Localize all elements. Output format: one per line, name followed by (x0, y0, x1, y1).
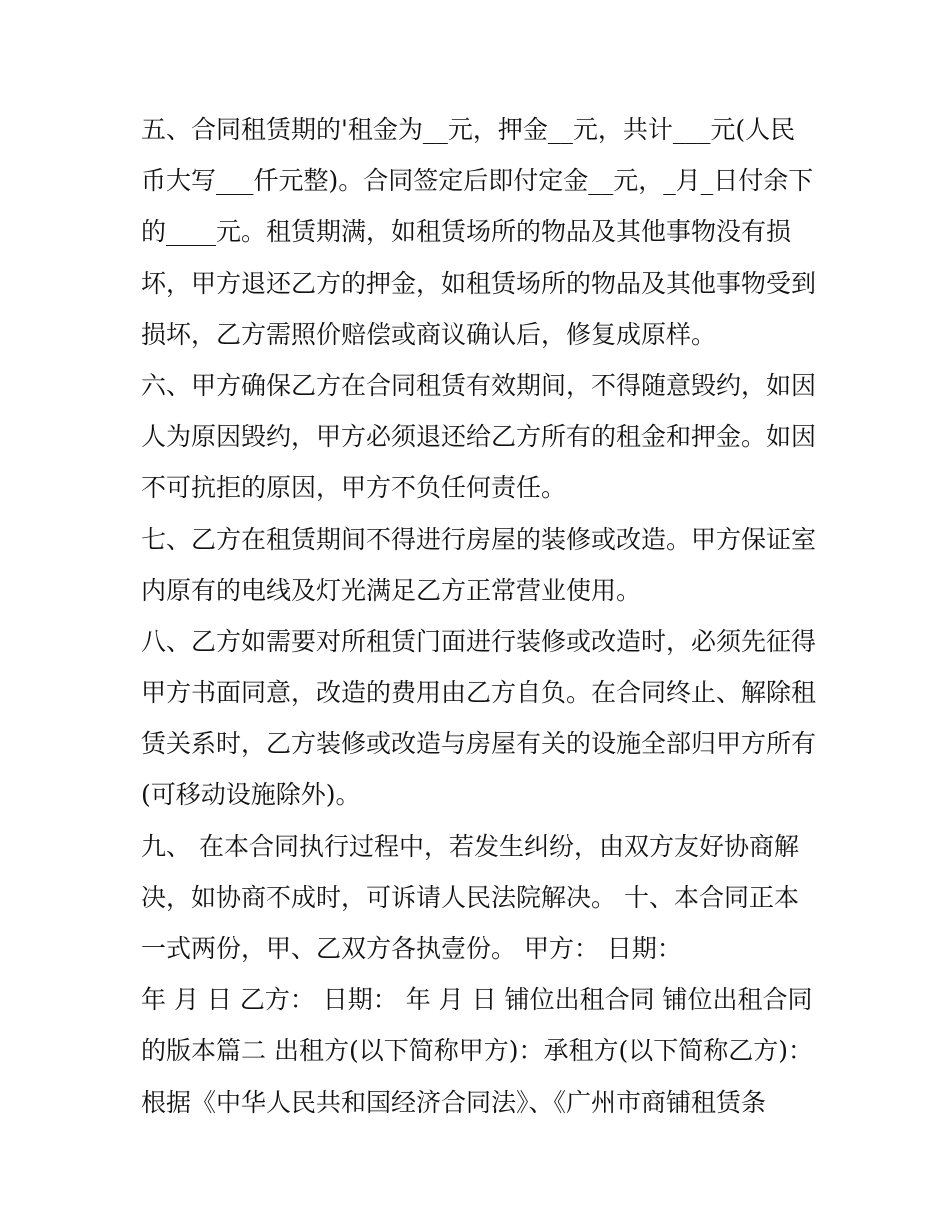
text-line: 甲方书面同意，改造的费用由乙方自负。在合同终止、解除租 (141, 678, 817, 708)
text-line: 一式两份，甲、乙双方各执壹份。 甲方： 日期： (141, 934, 682, 963)
text-line: 六、甲方确保乙方在合同租赁有效期间，不得随意毁约，如因 (141, 370, 817, 400)
contract-text (141, 104, 821, 1128)
text-line: 根据《中华人民共和国经济合同法》、《广州市商铺租赁条 (141, 1087, 767, 1117)
text-line: 九、 在本合同执行过程中，若发生纠纷，由双方友好协商解 (141, 831, 799, 861)
text-line: 币大写___仟元整)。合同签定后即付定金__元，_月_日付余下 (141, 166, 814, 196)
text-line: 坏，甲方退还乙方的押金，如租赁场所的物品及其他事物受到 (141, 268, 817, 298)
text-line: 的版本篇二 出租方(以下简称甲方)：承租方(以下简称乙方)： (141, 1036, 813, 1066)
text-line: 不可抗拒的原因，甲方不负任何责任。 (141, 473, 567, 503)
text-line: 八、乙方如需要对所租赁门面进行装修或改造时，必须先征得 (141, 626, 817, 656)
text-line: 人为原因毁约，甲方必须退还给乙方所有的租金和押金。如因 (141, 422, 817, 452)
text-line: 七、乙方在租赁期间不得进行房屋的装修或改造。甲方保证室 (141, 524, 817, 554)
text-line: 损坏，乙方需照价赔偿或商议确认后，修复成原样。 (141, 319, 717, 349)
text-line: 的____元。租赁期满，如租赁场所的物品及其他事物没有损 (141, 217, 792, 247)
text-line: 决，如协商不成时，可诉请人民法院解决。 十、本合同正本 (141, 882, 799, 912)
text-line: 内原有的电线及灯光满足乙方正常营业使用。 (141, 575, 642, 605)
text-line: 年 月 日 乙方： 日期： 年 月 日 铺位出租合同 铺位出租合同 (141, 985, 813, 1015)
text-line: (可移动设施除外)。 (141, 780, 361, 810)
text-line: 赁关系时，乙方装修或改造与房屋有关的设施全部归甲方所有 (141, 729, 817, 759)
text-line: 五、合同租赁期的'租金为__元，押金__元，共计___元(人民 (141, 115, 796, 144)
